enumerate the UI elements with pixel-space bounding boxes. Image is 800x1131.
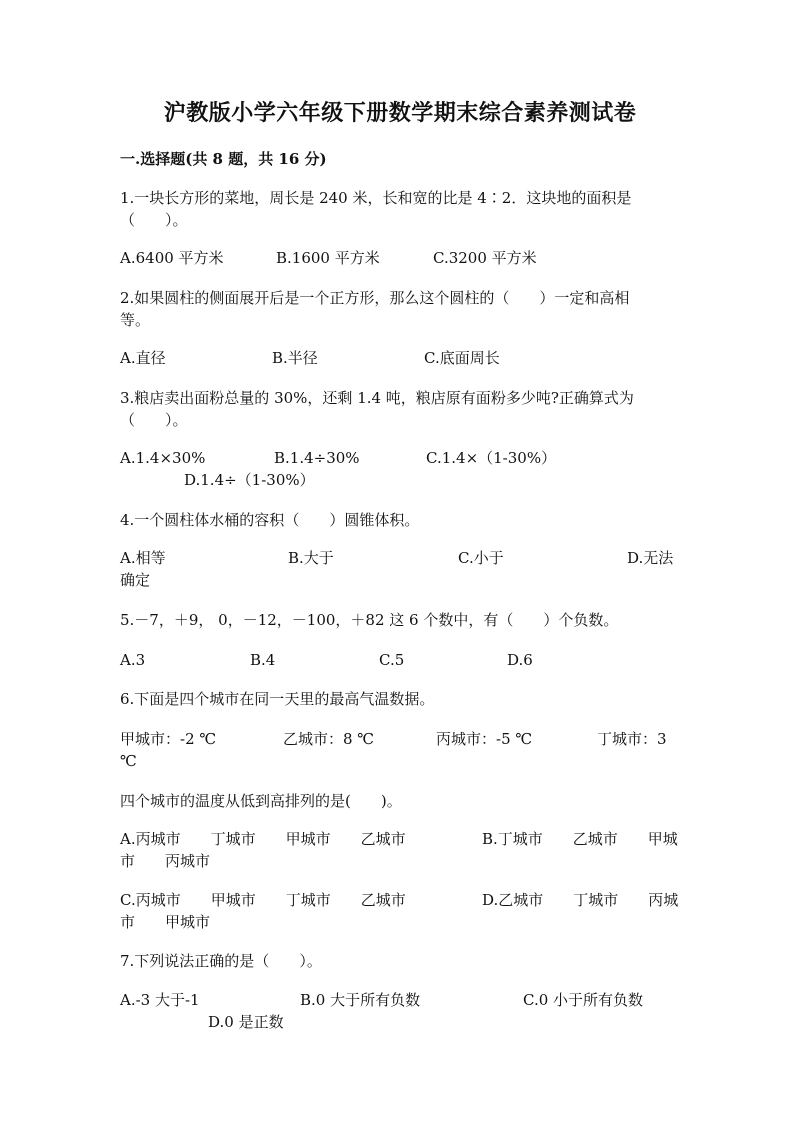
q2-option-b[interactable]: B.半径 <box>272 349 318 367</box>
q6-option-d-wrap: 市 甲城市 <box>120 913 211 931</box>
q6-option-c[interactable]: C.丙城市 甲城市 丁城市 乙城市 <box>120 891 406 909</box>
q5-option-b[interactable]: B.4 <box>250 651 276 669</box>
question-6-prompt: 四个城市的温度从低到高排列的是( )。 <box>120 792 402 810</box>
q6-temp-jia: 甲城市：-2 ℃ <box>120 730 217 748</box>
question-1-text-cont: （ ）。 <box>120 211 188 229</box>
q6-option-d[interactable]: D.乙城市 丁城市 丙城 <box>482 891 679 909</box>
q6-temp-yi: 乙城市：8 ℃ <box>283 730 375 748</box>
q6-temp-bing: 丙城市：-5 ℃ <box>436 730 533 748</box>
q7-option-b[interactable]: B.0 大于所有负数 <box>300 991 421 1009</box>
question-5-text: 5.－7，＋9， 0，－12，－100，＋82 这 6 个数中，有（ ）个负数。 <box>120 611 619 629</box>
q1-option-a[interactable]: A.6400 平方米 <box>120 249 224 267</box>
q4-option-b[interactable]: B.大于 <box>288 549 334 567</box>
q5-option-c[interactable]: C.5 <box>379 651 405 669</box>
q4-option-d[interactable]: D.无法 <box>627 549 674 567</box>
q6-option-b-wrap: 市 丙城市 <box>120 852 211 870</box>
page-title: 沪教版小学六年级下册数学期末综合素养测试卷 <box>163 100 637 126</box>
question-6-text: 6.下面是四个城市在同一天里的最高气温数据。 <box>120 690 435 708</box>
q7-option-a[interactable]: A.-3 大于-1 <box>120 991 200 1009</box>
q4-option-d-wrap: 确定 <box>120 571 151 589</box>
question-4-text: 4.一个圆柱体水桶的容积（ ）圆锥体积。 <box>120 511 420 529</box>
q3-option-c[interactable]: C.1.4×（1-30%） <box>426 449 557 467</box>
question-3-text: 3.粮店卖出面粉总量的 30%，还剩 1.4 吨，粮店原有面粉多少吨?正确算式为 <box>120 389 634 407</box>
q4-option-c[interactable]: C.小于 <box>458 549 504 567</box>
q6-option-a[interactable]: A.丙城市 丁城市 甲城市 乙城市 <box>120 830 406 848</box>
question-1-text: 1.一块长方形的菜地，周长是 240 米，长和宽的比是 4∶2．这块地的面积是 <box>120 189 632 207</box>
q7-option-c[interactable]: C.0 小于所有负数 <box>523 991 644 1009</box>
q2-option-c[interactable]: C.底面周长 <box>424 349 500 367</box>
q6-temp-wrap: ℃ <box>120 752 137 770</box>
q1-option-c[interactable]: C.3200 平方米 <box>433 249 537 267</box>
q5-option-d[interactable]: D.6 <box>507 651 533 669</box>
q3-option-d[interactable]: D.1.4÷（1-30%） <box>184 471 315 489</box>
q6-option-b[interactable]: B.丁城市 乙城市 甲城 <box>482 830 678 848</box>
question-2-text: 2.如果圆柱的侧面展开后是一个正方形，那么这个圆柱的（ ）一定和高相 <box>120 289 630 307</box>
q3-option-a[interactable]: A.1.4×30% <box>120 449 206 467</box>
question-7-text: 7.下列说法正确的是（ ）。 <box>120 952 322 970</box>
q1-option-b[interactable]: B.1600 平方米 <box>276 249 380 267</box>
question-2-text-cont: 等。 <box>120 311 151 329</box>
q5-option-a[interactable]: A.3 <box>120 651 146 669</box>
section-heading: 一.选择题(共 8 题，共 16 分) <box>120 150 327 168</box>
q7-option-d[interactable]: D.0 是正数 <box>208 1013 284 1031</box>
q6-temp-ding: 丁城市：3 <box>597 730 667 748</box>
q3-option-b[interactable]: B.1.4÷30% <box>274 449 360 467</box>
q2-option-a[interactable]: A.直径 <box>120 349 166 367</box>
q4-option-a[interactable]: A.相等 <box>120 549 166 567</box>
question-3-text-cont: （ ）。 <box>120 411 188 429</box>
